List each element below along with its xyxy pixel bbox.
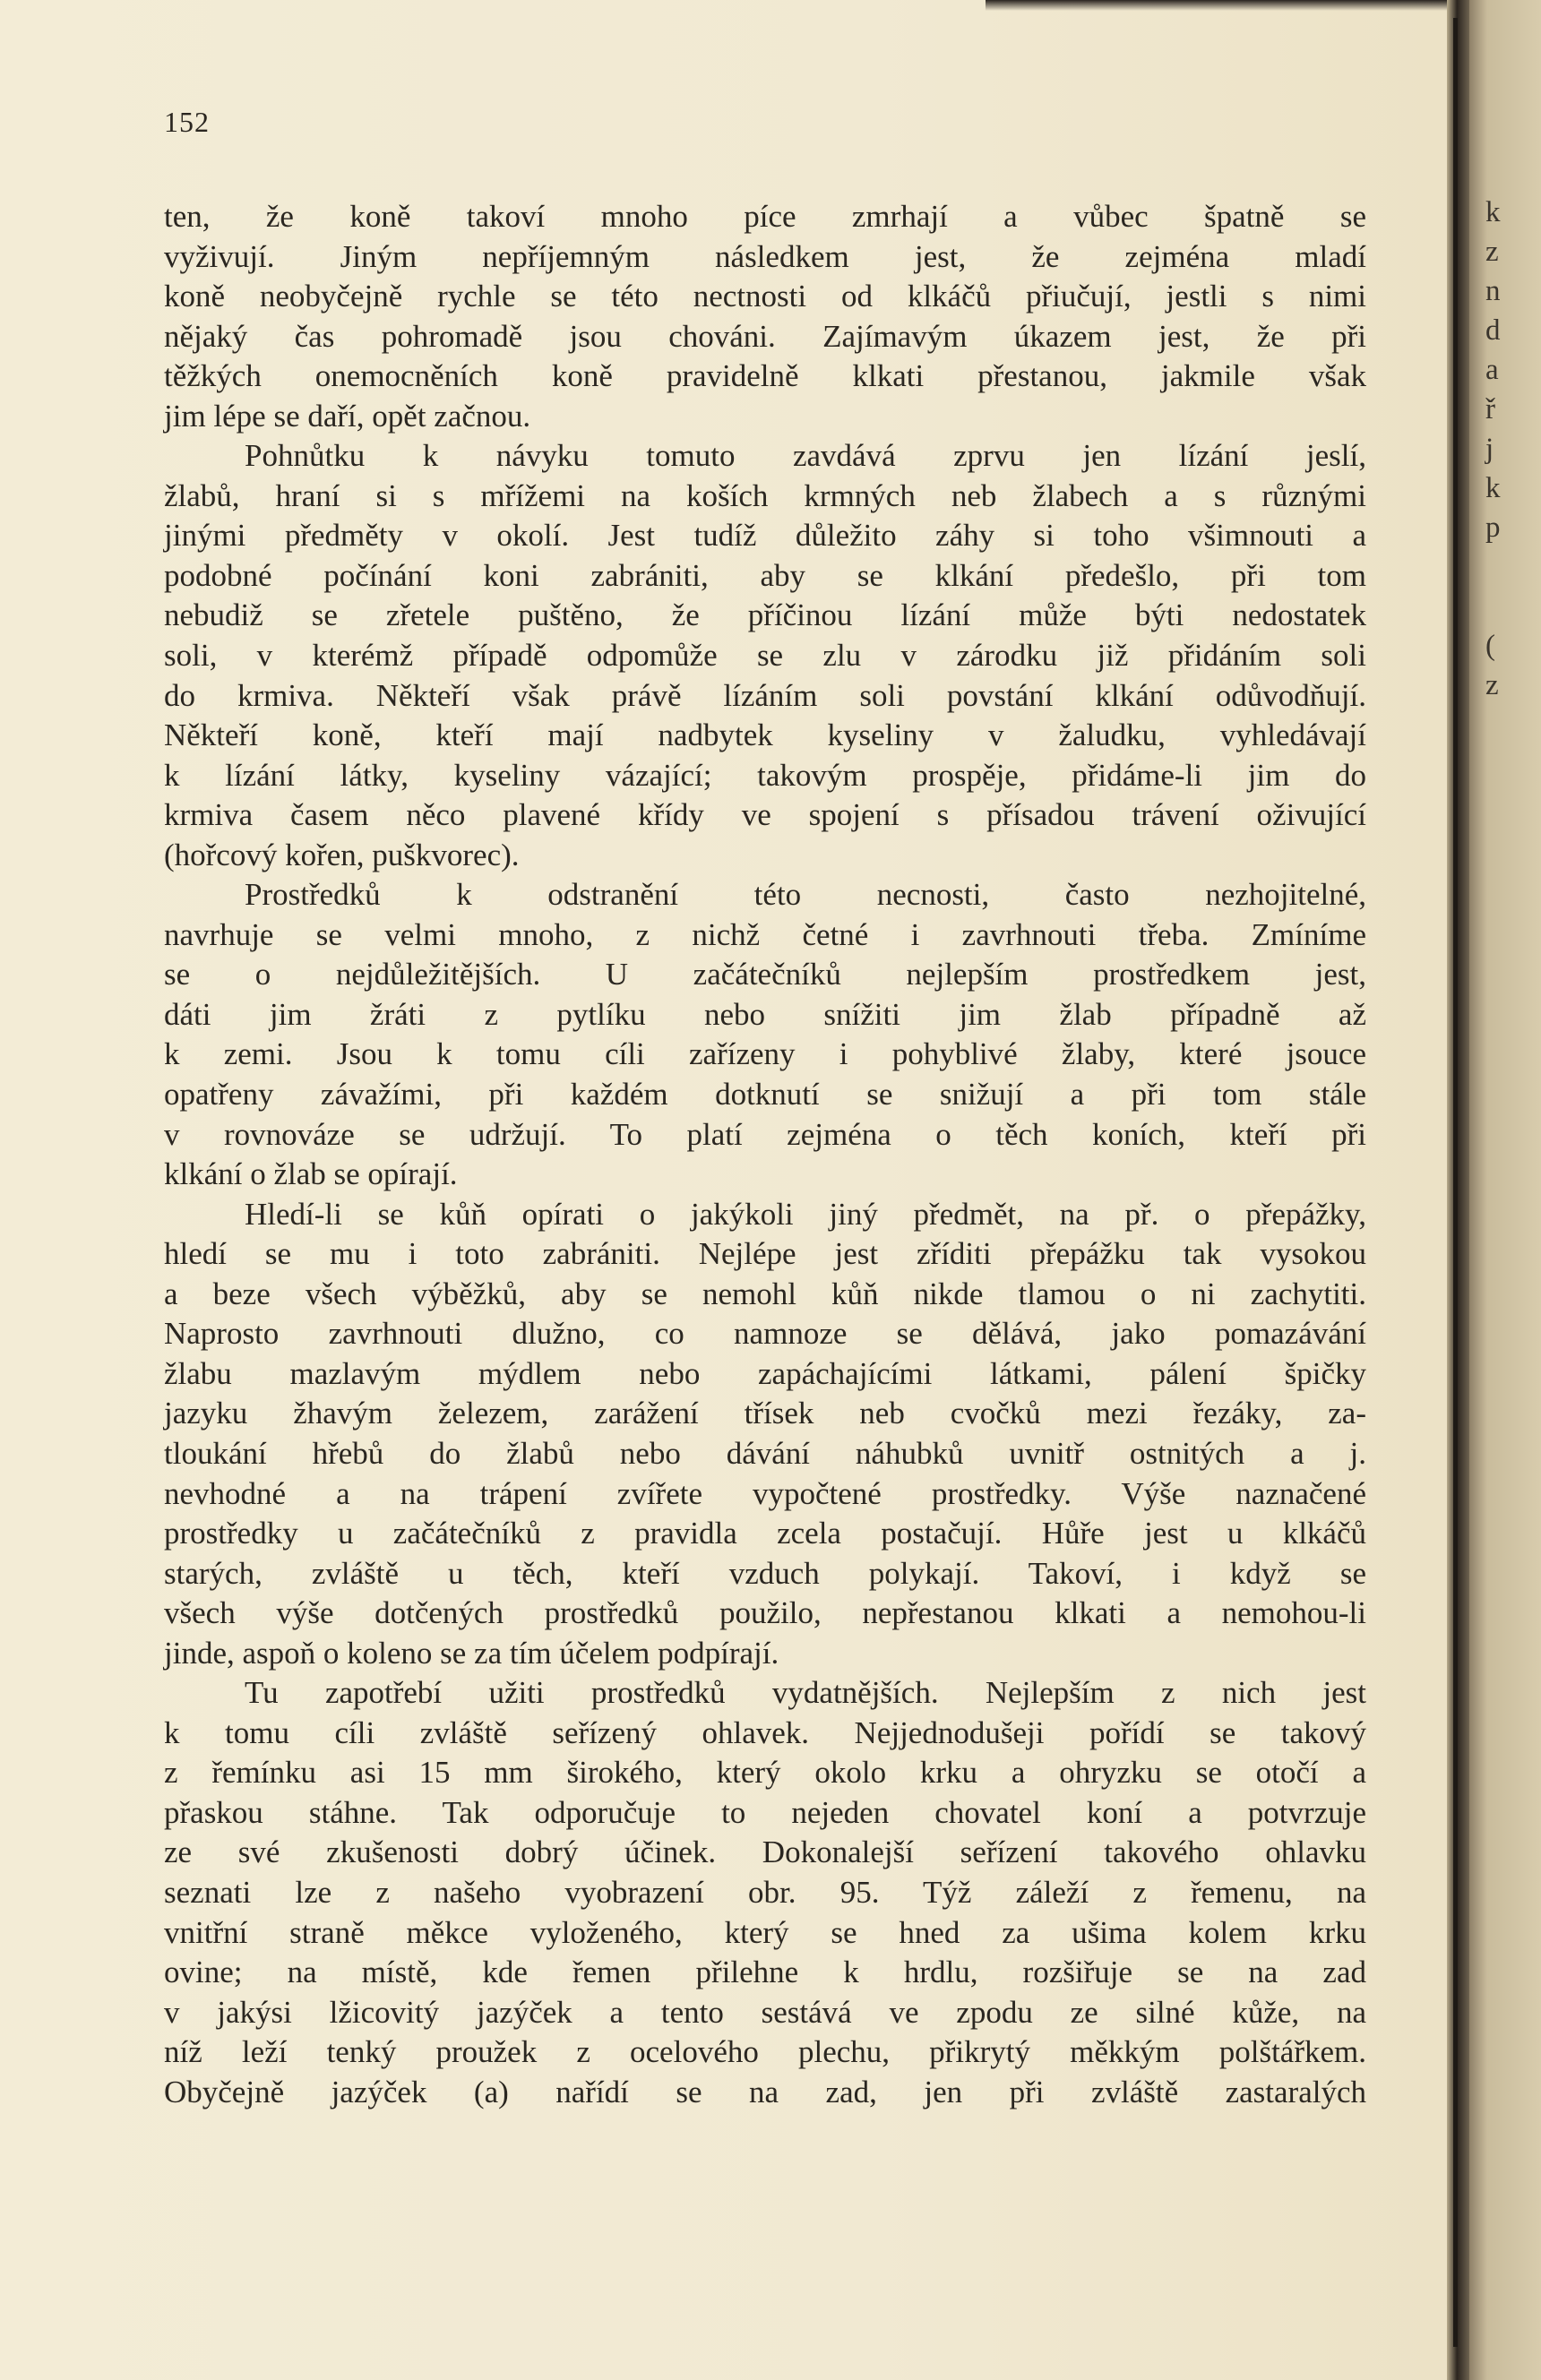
text-line: opatřeny závažími, při každém dotknutí se snižují a při tom stále xyxy=(164,1077,1366,1113)
body-text xyxy=(164,197,1366,2112)
next-page-letter: d xyxy=(1485,314,1501,347)
text-line: se o nejdůležitějších. U začátečníků nejlepším prostředkem jest, xyxy=(164,957,1366,992)
text-line: seznati lze z našeho vyobrazení obr. 95. Týž záleží z řemenu, na xyxy=(164,1874,1366,1910)
text-line: jinými předměty v okolí. Jest tudíž důležito záhy si toho všimnouti a xyxy=(164,518,1366,554)
text-line: nevhodné a na trápení zvířete vypočtené prostředky. Výše naznačené xyxy=(164,1475,1366,1511)
text-line: k lízání látky, kyseliny vázající; takovým prospěje, přidáme-li jim do xyxy=(164,757,1366,793)
text-line: krmiva časem něco plavené křídy ve spojení s přísadou trávení oživující xyxy=(164,797,1366,833)
next-page-letter: p xyxy=(1485,511,1501,544)
text-line: dáti jim žráti z pytlíku nebo snížiti jim žlab případně až xyxy=(164,996,1366,1032)
page-number: 152 xyxy=(164,106,210,138)
text-line: Obyčejně jazýček (a) nařídí se na zad, jen při zvláště zastaralých xyxy=(164,2074,1366,2109)
text-line: Někteří koně, kteří mají nadbytek kyseliny v žaludku, vyhledávají xyxy=(164,717,1366,753)
text-line: starých, zvláště u těch, kteří vzduch polykají. Takoví, i když se xyxy=(164,1555,1366,1591)
text-line: navrhuje se velmi mnoho, z nichž četné i zavrhnouti třeba. Zmíníme xyxy=(164,916,1366,952)
next-page-edge xyxy=(1469,0,1541,2380)
next-page-letter xyxy=(1485,587,1539,626)
text-line: Naprosto zavrhnouti dlužno, co namnoze se dělává, jako pomazávání xyxy=(164,1316,1366,1352)
book-gutter xyxy=(1447,0,1469,2380)
text-line: níž leží tenký proužek z ocelového plechu, přikrytý měkkým polštářkem. xyxy=(164,2034,1366,2070)
text-line: žlabu mazlavým mýdlem nebo zapáchajícími látkami, pálení špičky xyxy=(164,1355,1366,1391)
text-line: do krmiva. Někteří však právě lízáním soli povstání klkání odůvodňují. xyxy=(164,677,1366,713)
text-line: klkání o žlab se opírají. xyxy=(164,1156,458,1192)
next-page-letter xyxy=(1485,547,1539,587)
top-edge-shadow xyxy=(986,0,1447,11)
text-line: v rovnováze se udržují. To platí zejména o těch koních, kteří při xyxy=(164,1116,1366,1152)
text-line: podobné počínání koni zabrániti, aby se klkání předešlo, při tom xyxy=(164,557,1366,593)
text-line: vyživují. Jiným nepříjemným následkem jest, že zejména mladí xyxy=(164,238,1366,274)
text-line: jazyku žhavým železem, zarážení třísek neb cvočků mezi řezáky, za- xyxy=(164,1396,1366,1431)
text-line: koně neobyčejně rychle se této nectnosti od klkáčů přiučují, jestli s nimi xyxy=(164,279,1366,314)
next-page-letter: ( xyxy=(1485,630,1495,662)
text-line: Prostředků k odstranění této necnosti, často nezhojitelné, xyxy=(245,877,1366,913)
text-line: žlabů, hraní si s mřížemi na koších krmných neb žlabech a s různými xyxy=(164,477,1366,513)
text-line: přaskou stáhne. Tak odporučuje to nejeden chovatel koní a potvrzuje xyxy=(164,1794,1366,1830)
next-page-letter: k xyxy=(1485,472,1501,504)
text-line: ze své zkušenosti dobrý účinek. Dokonalejší seřízení takového ohlavku xyxy=(164,1834,1366,1870)
next-page-letter: k xyxy=(1485,196,1501,228)
text-line: soli, v kterémž případě odpomůže se zlu v zárodku již přidáním soli xyxy=(164,638,1366,674)
text-line: všech výše dotčených prostředků použilo, nepřestanou klkati a nemohou-li xyxy=(164,1595,1366,1631)
text-line: a beze všech výběžků, aby se nemohl kůň nikde tlamou o ni zachytiti. xyxy=(164,1276,1366,1311)
text-line: z řemínku asi 15 mm širokého, který okolo krku a ohryzku se otočí a xyxy=(164,1755,1366,1791)
text-line: (hořcový kořen, puškvorec). xyxy=(164,837,520,872)
text-line: nějaký čas pohromadě jsou chováni. Zajímavým úkazem jest, že při xyxy=(164,318,1366,354)
text-line: v jakýsi lžicovitý jazýček a tento sestává ve zpodu ze silné kůže, na xyxy=(164,1994,1366,2030)
text-line: jim lépe se daří, opět začnou. xyxy=(164,398,531,434)
text-line: k zemi. Jsou k tomu cíli zařízeny i pohyblivé žlaby, které jsouce xyxy=(164,1036,1366,1072)
text-line: ovine; na místě, kde řemen přilehne k hrdlu, rozšiřuje se na zad xyxy=(164,1955,1366,1990)
text-line: Tu zapotřebí užiti prostředků vydatnějších. Nejlepším z nich jest xyxy=(245,1675,1366,1711)
next-page-letters xyxy=(1485,193,1539,705)
next-page-letter: n xyxy=(1485,275,1501,307)
next-page-letter: j xyxy=(1485,433,1494,465)
text-line: těžkých onemocněních koně pravidelně klkati přestanou, jakmile však xyxy=(164,358,1366,394)
text-line: jinde, aspoň o koleno se za tím účelem podpírají. xyxy=(164,1635,779,1671)
spine-line xyxy=(1453,18,1458,2347)
text-line: prostředky u začátečníků z pravidla zcela postačují. Hůře jest u klkáčů xyxy=(164,1516,1366,1551)
next-page-letter: z xyxy=(1485,236,1499,268)
text-line: k tomu cíli zvláště seřízený ohlavek. Nejjednodušeji pořídí se takový xyxy=(164,1714,1366,1750)
text-line: vnitřní straně měkce vyloženého, který se hned za ušima kolem krku xyxy=(164,1914,1366,1950)
text-line: hledí se mu i toto zabrániti. Nejlépe jest zříditi přepážku tak vysokou xyxy=(164,1236,1366,1272)
text-line: nebudiž se zřetele puštěno, že příčinou lízání může býti nedostatek xyxy=(164,597,1366,633)
next-page-letter: a xyxy=(1485,354,1499,386)
text-line: tloukání hřebů do žlabů nebo dávání náhubků uvnitř ostnitých a j. xyxy=(164,1435,1366,1471)
text-line: ten, že koně takoví mnoho píce zmrhají a vůbec špatně se xyxy=(164,199,1366,234)
text-line: Hledí-li se kůň opírati o jakýkoli jiný předmět, na př. o přepážky, xyxy=(245,1196,1366,1232)
next-page-letter: ř xyxy=(1485,393,1495,425)
next-page-letter: z xyxy=(1485,669,1499,701)
text-line: Pohnůtku k návyku tomuto zavdává zprvu jen lízání jeslí, xyxy=(245,438,1366,474)
